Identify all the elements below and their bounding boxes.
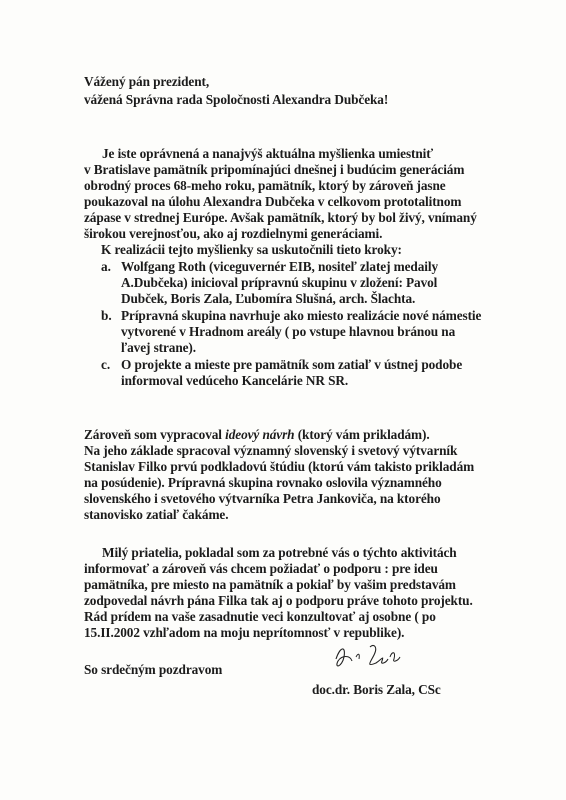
paragraph-3-line: 15.II.2002 vzhľadom na moju neprítomnosť v republike).: [84, 625, 405, 640]
step-c-line: O projekte a mieste pre pamätník som zatiaľ v ústnej podobe: [121, 357, 463, 372]
paragraph-2-text: (ktorý vám prikladám).: [294, 427, 430, 442]
paragraph-3-line: zodpovedal návrh pána Filka tak aj o podporu práve tohoto projektu.: [84, 593, 473, 608]
paragraph-1-line: poukazoval na úlohu Alexandra Dubčeka v celkovom prototalitnom: [84, 194, 462, 209]
idea-proposal-emphasis: ideový návrh: [225, 427, 295, 442]
steps-intro: K realizácii tejto myšlienky sa uskutočnili tieto kroky:: [101, 242, 402, 257]
step-c-marker: c.: [101, 357, 111, 372]
step-b-line: vytvorené v Hradnom areály ( po vstupe hlavnou bránou na: [121, 324, 456, 339]
closing-line: So srdečným pozdravom: [84, 662, 223, 677]
paragraph-3-line: Milý priatelia, pokladal som za potrebné vás o týchto aktivitách: [102, 545, 457, 560]
paragraph-2-line: stanovisko zatiaľ čakáme.: [84, 507, 229, 522]
step-a-line: Wolfgang Roth (viceguvernér EIB, nositeľ zlatej medaily: [121, 259, 438, 274]
paragraph-1-line: v Bratislave pamätník pripomínajúci dnešnej i budúcim generáciám: [84, 162, 465, 177]
handwritten-signature: [326, 637, 416, 677]
paragraph-1-line: širokou verejnosťou, ako aj rozdielnymi generáciami.: [84, 226, 383, 241]
step-a-line: A.Dubčeka) inicioval prípravnú skupinu v zložení: Pavol: [121, 275, 438, 290]
salutation-line-1: Vážený pán prezident,: [84, 74, 210, 89]
step-b-marker: b.: [101, 308, 112, 323]
salutation-line-2: vážená Správna rada Spoločnosti Alexandra Dubčeka!: [84, 92, 389, 107]
paragraph-2-text: Zároveň som vypracoval: [84, 427, 226, 442]
paragraph-3-line: informovať a zároveň vás chcem požiadať o podporu : pre ideu: [84, 561, 438, 576]
paragraph-3-line: pamätníka, pre miesto na pamätník a pokiaľ by vašim predstavám: [84, 577, 456, 592]
paragraph-1-line: Je iste oprávnená a nanajvýš aktuálna myšlienka umiestniť: [102, 146, 434, 161]
paragraph-2-line: Na jeho základe spracoval významný slovenský i svetový výtvarník: [84, 443, 458, 458]
signature-name: doc.dr. Boris Zala, CSc: [312, 682, 441, 697]
paragraph-2-line: Stanislav Filko prvú podkladovú štúdiu (ktorú vám takisto prikladám: [84, 459, 475, 474]
step-c-line: informoval vedúceho Kancelárie NR SR.: [121, 373, 349, 388]
paragraph-1-line: obrodný proces 68-meho roku, pamätník, ktorý by zároveň jasne: [84, 178, 446, 193]
step-b-line: Prípravná skupina navrhuje ako miesto realizácie nové námestie: [121, 308, 482, 323]
paragraph-3-line: Rád prídem na vaše zasadnutie veci konzultovať aj osobne ( po: [84, 609, 436, 624]
paragraph-2-line: slovenského i svetového výtvarníka Petra Jankoviča, na ktorého: [84, 491, 441, 506]
step-a-line: Dubček, Boris Zala, Ľubomíra Slušná, arch. Šlachta.: [121, 291, 416, 306]
paragraph-2-line: na posúdenie). Prípravná skupina rovnako oslovila významného: [84, 475, 442, 490]
paragraph-1-line: zápase v strednej Európe. Avšak pamätník, ktorý by bol živý, vnímaný: [84, 210, 477, 225]
step-b-line: ľavej strane).: [121, 340, 196, 355]
paragraph-2-line: [84, 427, 430, 443]
step-a-marker: a.: [101, 259, 111, 274]
